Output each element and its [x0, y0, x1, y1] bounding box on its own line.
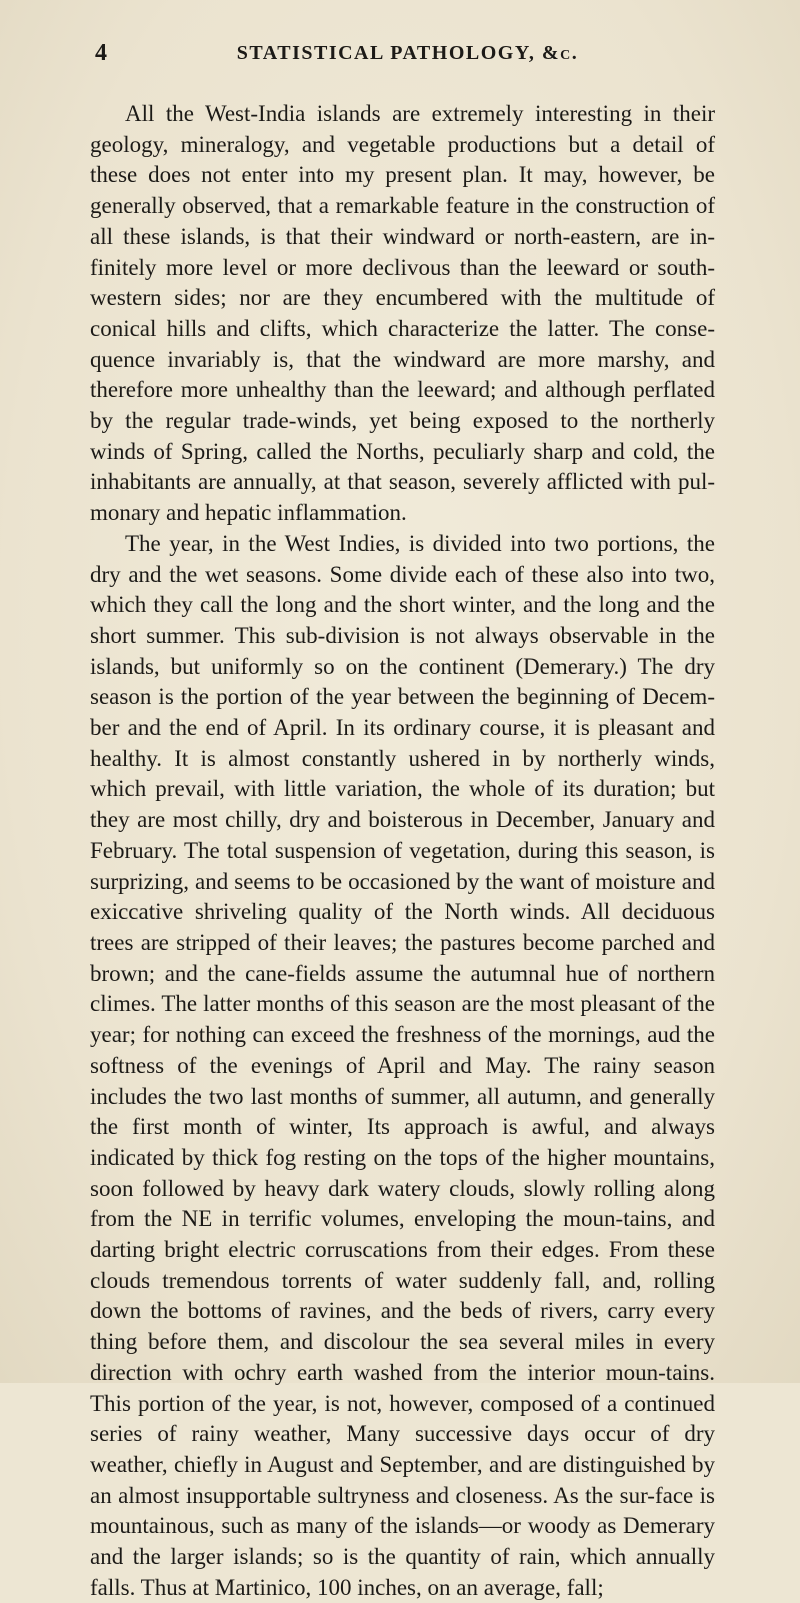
page-number: 4 — [95, 40, 107, 66]
running-head — [95, 40, 720, 70]
paragraph-seasons: The year, in the West Indies, is divided into two portions, the dry and the wet seasons. Some divide each of these also into two, which they call the long and the short winter, and the long and the short summer. This sub-division is not always observable in the islands, but uniformly so on the continent (Demerary.) The dry season is the portion of the year between the beginning of Decem-ber and the end of April. In its ordinary course, it is pleasant and healthy. It is almost constantly ushered in by northerly winds, which prevail, with little variation, the whole of its duration; but they are most chilly, dry and boisterous in December, January and February. The total suspension of vegetation, during this season, is surprizing, and seems to be occasioned by the want of moisture and exiccative shriveling quality of the North winds. All deciduous trees are stripped of their leaves; the pastures become parched and brown; and the cane-fields assume the autumnal hue of northern climes. The latter months of this season are the most pleasant of the year; for nothing can exceed the freshness of the mornings, aud the softness of the evenings of April and May. The rainy season includes the two last months of summer, all autumn, and generally the first month of winter, Its approach is awful, and always indicated by thick fog resting on the tops of the higher mountains, soon followed by heavy dark watery clouds, slowly rolling along from the NE in terrific volumes, enveloping the moun-tains, and darting bright electric corruscations from their edges. From these clouds tremendous torrents of water suddenly fall, and, rolling down the bottoms of ravines, and the beds of rivers, carry every thing before them, and discolour the sea several miles in every direction with ochry earth washed from the interior moun-tains. This portion of the year, is not, however, composed of a continued series of rainy weather, Many successive days occur of dry weather, chiefly in August and September, and are distinguished by an almost insupportable sultryness and closeness. As the sur-face is mountainous, such as many of the islands—or woody as Demerary and the larger islands; so is the quantity of rain, which annually falls. Thus at Martinico, 100 inches, on an average, fall; — [90, 530, 715, 1600]
running-title: STATISTICAL PATHOLOGY, &c. — [236, 42, 579, 64]
paragraph-west-india-geology: All the West-India islands are extremely interesting in their geology, mineralogy, and vegetable productions but a detail of these does not enter into my present plan. It may, however, be generally observed, that a remarkable feature in the construction of all these islands, is that their windward or north-eastern, are in-finitely more level or more declivous than the leeward or south-western sides; nor are they encumbered with the multitude of conical hills and clifts, which characterize the latter. The conse-quence invariably is, that the windward are more marshy, and therefore more unhealthy than the leeward; and although perflated by the regular trade-winds, yet being exposed to the northerly winds of Spring, called the Norths, peculiarly sharp and cold, the inhabitants are annually, at that season, severely afflicted with pul-monary and hepatic inflammation. — [90, 101, 715, 526]
body-text — [90, 99, 715, 1603]
